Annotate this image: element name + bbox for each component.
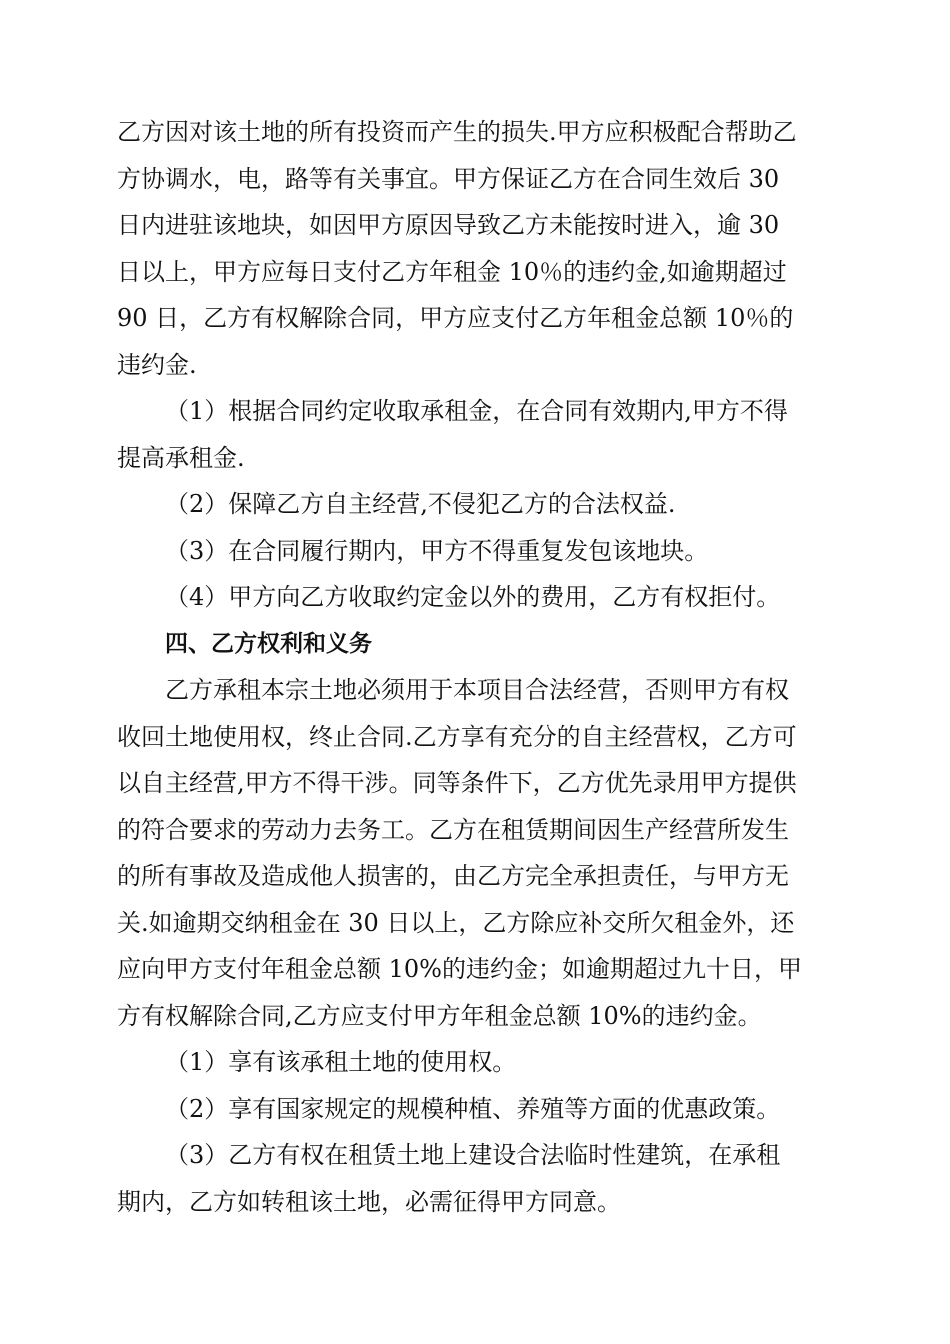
paragraph-party-a-obligations: [117, 109, 837, 388]
text-line: 期内，乙方如转租该土地，必需征得甲方同意。: [117, 1187, 621, 1216]
text-line: 乙方因对该土地的所有投资而产生的损失.甲方应积极配合帮助乙: [117, 118, 797, 146]
text-line: 提高承租金.: [117, 443, 245, 472]
text-line: 以自主经营,甲方不得干涉。同等条件下，乙方优先录用甲方提供: [117, 769, 797, 797]
text-line: 乙方承租本宗土地必须用于本项目合法经营，否则甲方有权: [165, 676, 789, 704]
text-line: 的所有事故及造成他人损害的，由乙方完全承担责任，与甲方无: [117, 862, 789, 890]
section-title: 四、乙方权利和义务: [165, 630, 372, 657]
text-line: 收回土地使用权，终止合同.乙方享有充分的自主经营权，乙方可: [117, 722, 797, 751]
text-line: 日以上，甲方应每日支付乙方年租金 10％的违约金,如逾期超过: [117, 257, 787, 286]
document-body: [117, 109, 837, 1225]
party-a-item-4: [117, 574, 837, 621]
text-line: 日内进驻该地块，如因甲方原因导致乙方未能按时进入，逾 30: [117, 211, 780, 239]
text-line: 的符合要求的劳动力去务工。乙方在租赁期间因生产经营所发生: [117, 815, 789, 844]
text-line: 方有权解除合同,乙方应支付甲方年租金总额 10%的违约金。: [117, 1001, 762, 1030]
party-b-item-3: [117, 1132, 837, 1225]
text-line: （2）享有国家规定的规模种植、养殖等方面的优惠政策。: [165, 1094, 781, 1123]
text-line: （1）根据合同约定收取承租金，在合同有效期内,甲方不得: [165, 397, 788, 425]
party-a-item-2: [117, 481, 837, 528]
text-line: （3）在合同履行期内，甲方不得重复发包该地块。: [165, 536, 709, 565]
text-line: 90 日，乙方有权解除合同，甲方应支付乙方年租金总额 10％的: [117, 304, 794, 332]
party-a-item-1: [117, 388, 837, 481]
party-b-item-1: [117, 1039, 837, 1086]
text-line: 方协调水，电，路等有关事宜。甲方保证乙方在合同生效后 30: [117, 164, 780, 193]
text-line: （1）享有该承租土地的使用权。: [165, 1048, 517, 1076]
party-a-item-3: [117, 528, 837, 575]
party-b-item-2: [117, 1086, 837, 1133]
paragraph-party-b-rights: [117, 667, 837, 1039]
section-heading: [117, 621, 837, 668]
text-line: 关.如逾期交纳租金在 30 日以上，乙方除应补交所欠租金外，还: [117, 908, 795, 937]
text-line: （4）甲方向乙方收取约定金以外的费用，乙方有权拒付。: [165, 583, 781, 611]
text-line: 违约金.: [117, 350, 197, 379]
text-line: 应向甲方支付年租金总额 10%的违约金；如逾期超过九十日，甲: [117, 955, 802, 983]
text-line: （3）乙方有权在租赁土地上建设合法临时性建筑，在承租: [165, 1141, 781, 1169]
text-line: （2）保障乙方自主经营,不侵犯乙方的合法权益.: [165, 490, 676, 518]
